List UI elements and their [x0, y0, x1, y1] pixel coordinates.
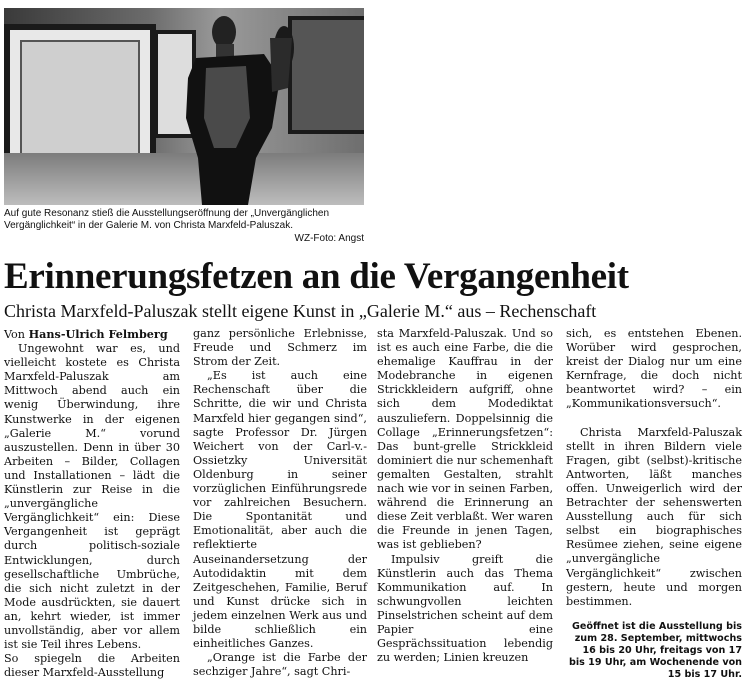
framed-artwork-right [288, 16, 364, 134]
framed-artwork-left [4, 24, 156, 171]
article-subhead: Christa Marxfeld-Paluszak stellt eigene Kunst in „Galerie M.“ aus – Rechenschaft [4, 301, 597, 321]
photo-caption: Auf gute Resonanz stieß die Ausstellungseröffnung der „Unvergänglichen Vergänglichkeit“ in der Galerie M. von Christa Marxfeld-Paluszak. [4, 208, 330, 231]
paragraph: sich, es entstehen Ebenen. Worüber wird gesprochen, kreist der Dialog nur um eine Kernfrage, die doch nicht beantwortet wird? – ein „Kommunikationsversuch“. [566, 327, 742, 411]
paragraph: Christa Marxfeld-Paluszak stellt in ihren Bildern viele Fragen, gibt (selbst)-kritische Antworten, läßt manches offen. Unweigerlich wird der Betrachter der sehenswerten Ausstellung auch für sich selbst ein biographisches Resümee ziehen, seine eigene „unvergängliche Vergänglichkeit“ zwischen gestern, heute und morgen bestimmen. [566, 425, 742, 608]
paragraph: Impulsiv greift die Künstlerin auch das Thema Kommunikation auf. In schwungvollen leichten Pinselstrichen scheint auf dem Papier eine Gesprächssituation lebendig zu werden; Linien kreuzen [377, 552, 553, 665]
paragraph: So spiegeln die Arbeiten dieser Marxfeld-Ausstellung [4, 652, 180, 680]
paragraph: ganz persönliche Erlebnisse, Freude und Schmerz im Strom der Zeit. [193, 327, 367, 369]
paragraph: Ungewohnt war es, und vielleicht kostete es Christa Marxfeld-Paluszak am Mittwoch abend auch ein wenig Überwindung, ihre Kunstwerke in der eigenen „Galerie M.“ vorund auszustellen. Denn in über 30 Arbeiten – Bilder, Collagen und Installationen – lädt die Künstlerin zur Reise in die „unvergängliche Vergänglichkeit“ ein: Diese Vergangenheit ist geprägt durch politisch-soziale Entwicklungen, durch gesellschaftliche Umbrüche, die sich nicht zuletzt in der Mode ausdrückten, sie dauert an, kehrt wieder, ist immer unvollständig, aber vor allem ist sie Teil ihres Lebens. [4, 342, 180, 652]
article-column-2 [193, 327, 367, 679]
photo-credit: WZ-Foto: Angst [294, 233, 364, 244]
byline-author: Hans-Ulrich Felmberg [28, 327, 168, 341]
byline-prefix: Von [4, 328, 29, 341]
article-column-3 [377, 327, 553, 665]
byline [4, 327, 180, 342]
paragraph: „Es ist auch eine Rechenschaft über die Schritte, die wir und Christa Marxfeld hier gegangen sind“, sagte Professor Dr. Jürgen Weichert von der Carl-v.-Ossietzky Universität Oldenburg in seiner vorzüglichen Einführungsrede vor zahlreichen Besuchern. Die Spontanität und Emotionalität, aber auch die reflektierte Auseinandersetzung der Autodidaktin mit dem Zeitgeschehen, Familie, Beruf und Kunst drücke sich in jedem einzelnen Werk aus und bilde schließlich ein einheitliches Ganzes. [193, 369, 367, 651]
paragraph: „Orange ist die Farbe der sechziger Jahre“, sagt Chri- [193, 651, 367, 679]
exhibition-hours-info: Geöffnet ist die Ausstellung bis zum 28. September, mittwochs 16 bis 20 Uhr, freitags von 17 bis 19 Uhr, am Wochenende von 15 bis 17 Uhr. [568, 620, 742, 680]
knitted-dress-sculpture [176, 8, 294, 205]
article-headline: Erinnerungsfetzen an die Vergangenheit [4, 256, 629, 297]
article-column-1 [4, 327, 180, 680]
exhibition-photo [4, 8, 364, 205]
paragraph: sta Marxfeld-Paluszak. Und so ist es auch eine Farbe, die die ehemalige Kauffrau in der Modebranche in eigenen Strickkleidern aufgriff, ohne sich dem Modediktat auszuliefern. Doppelsinnig die Collage „Erinnerungsfetzen“: Das bunt-grelle Strickkleid dominiert die nur schemenhaft gemalten Gestalten, strahlt nach wie vor in seinen Farben, während die Erinnerung an diese Zeit verblaßt. Wer waren die Freunde in jenen Tagen, was ist geblieben? [377, 327, 553, 552]
article-column-4 [566, 327, 742, 681]
